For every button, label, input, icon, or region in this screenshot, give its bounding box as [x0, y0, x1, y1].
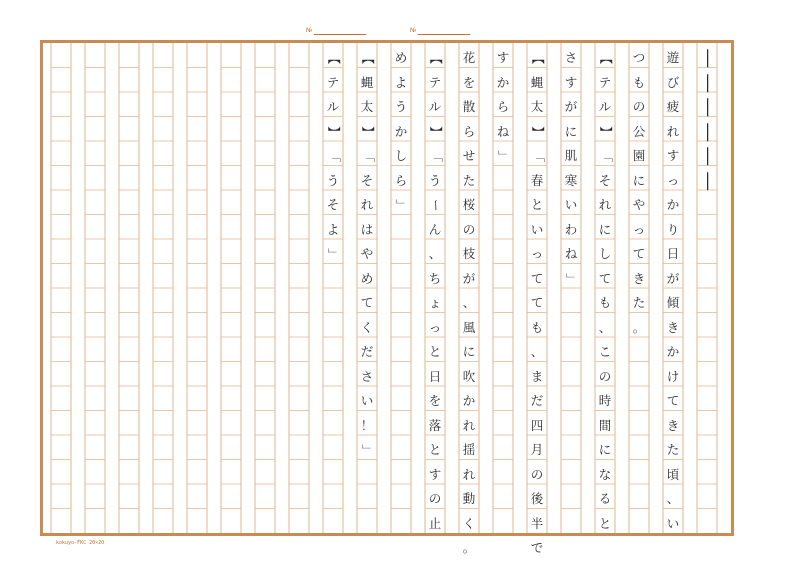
- manuscript-char: さ: [360, 368, 374, 384]
- manuscript-char: う: [394, 99, 408, 114]
- manuscript-char: 吹: [462, 368, 476, 384]
- manuscript-char: 四: [530, 417, 544, 433]
- manuscript-char: 止: [428, 515, 442, 531]
- manuscript-char: だ: [360, 344, 374, 359]
- manuscript-char: ル: [598, 99, 612, 114]
- manuscript-char: す: [428, 466, 442, 482]
- manuscript-char: 日: [428, 368, 442, 384]
- manuscript-char: た: [666, 442, 680, 457]
- manuscript-char: き: [666, 319, 680, 335]
- manuscript-char: テ: [598, 74, 612, 90]
- manuscript-char: 半: [530, 515, 544, 531]
- manuscript-char: 【: [428, 51, 444, 65]
- manuscript-char: れ: [360, 197, 374, 212]
- manuscript-char: て: [632, 246, 646, 261]
- manuscript-char: て: [530, 270, 544, 286]
- manuscript-char: も: [632, 74, 646, 90]
- manuscript-char: ま: [530, 368, 544, 384]
- manuscript-char: と: [530, 197, 544, 212]
- manuscript-char: が: [666, 270, 680, 286]
- manuscript-char: も: [530, 319, 544, 335]
- manuscript-char: 「: [598, 149, 614, 163]
- manuscript-char: 「: [530, 149, 546, 163]
- manuscript-char: 【: [530, 51, 546, 65]
- manuscript-char: ル: [428, 99, 442, 114]
- manuscript-char: い: [360, 393, 374, 408]
- manuscript-char: ょ: [428, 295, 442, 310]
- manuscript-char: ら: [462, 123, 476, 139]
- manuscript-char: 月: [530, 442, 544, 457]
- manuscript-char: に: [632, 172, 646, 188]
- manuscript-char: 揺: [462, 442, 476, 457]
- manuscript-char: よ: [394, 74, 408, 90]
- manuscript-char: 園: [632, 148, 646, 163]
- manuscript-char: の: [462, 221, 476, 237]
- manuscript-char: め: [360, 270, 374, 286]
- manuscript-char: 動: [462, 491, 476, 506]
- manuscript-char: ル: [326, 99, 340, 114]
- text-col-7: [459, 46, 479, 555]
- text-col-5: [527, 46, 547, 555]
- manuscript-char: い: [666, 515, 680, 531]
- manuscript-char: テ: [428, 74, 442, 90]
- manuscript-char: つ: [632, 50, 646, 65]
- manuscript-char: 肌: [564, 148, 578, 163]
- manuscript-char: 、: [428, 246, 442, 261]
- manuscript-char: の: [530, 466, 544, 482]
- number-line-left: [314, 34, 366, 35]
- manuscript-char: ―: [697, 98, 719, 117]
- manuscript-char: 」: [394, 198, 410, 212]
- manuscript-char: に: [598, 221, 612, 237]
- manuscript-char: ら: [394, 172, 408, 188]
- manuscript-char: 、: [530, 344, 544, 359]
- manuscript-char: し: [394, 148, 408, 163]
- manuscript-char: す: [564, 74, 578, 90]
- manuscript-char: て: [598, 270, 612, 286]
- manuscript-char: ん: [428, 221, 442, 237]
- publisher-mark: kokuyo-FKC 20×20: [56, 540, 105, 546]
- manuscript-char: 、: [462, 295, 476, 310]
- manuscript-char: の: [598, 368, 612, 384]
- manuscript-char: 花: [462, 50, 476, 65]
- manuscript-char: を: [462, 74, 476, 90]
- manuscript-char: う: [428, 172, 442, 188]
- manuscript-char: 蝿: [360, 74, 374, 90]
- dash-column: [697, 46, 717, 536]
- manuscript-char: 【: [360, 51, 376, 65]
- manuscript-char: 「: [428, 149, 444, 163]
- manuscript-char: ね: [564, 246, 578, 261]
- manuscript-char: が: [564, 99, 578, 114]
- manuscript-char: き: [632, 270, 646, 286]
- manuscript-char: 【: [326, 51, 342, 65]
- manuscript-char: に: [598, 442, 612, 457]
- manuscript-grid: [43, 43, 731, 533]
- manuscript-char: 風: [462, 319, 476, 335]
- text-col-2: [629, 46, 649, 536]
- manuscript-char: っ: [428, 319, 442, 335]
- text-col-3: [595, 46, 615, 536]
- manuscript-char: は: [360, 221, 374, 237]
- manuscript-char: と: [598, 515, 612, 531]
- manuscript-char: 間: [598, 417, 612, 433]
- manuscript-char: め: [394, 50, 408, 65]
- manuscript-char: っ: [666, 172, 680, 188]
- manuscript-char: き: [666, 417, 680, 433]
- manuscript-char: ち: [428, 270, 442, 286]
- manuscript-char: 日: [666, 246, 680, 261]
- manuscript-char: 】: [598, 125, 614, 138]
- text-col-9: [391, 46, 411, 536]
- manuscript-char: ―: [697, 147, 719, 166]
- manuscript-char: け: [666, 368, 680, 384]
- manuscript-char: と: [428, 442, 442, 457]
- manuscript-char: た: [462, 172, 476, 188]
- manuscript-char: ら: [496, 99, 510, 114]
- manuscript-char: た: [632, 295, 646, 310]
- manuscript-char: か: [666, 344, 680, 359]
- manuscript-char: っ: [530, 246, 544, 261]
- manuscript-char: 枝: [462, 246, 476, 261]
- manuscript-char: 桜: [462, 197, 476, 212]
- manuscript-char: 、: [666, 491, 680, 506]
- manuscript-char: か: [496, 74, 510, 90]
- manuscript-char: れ: [462, 466, 476, 482]
- manuscript-char: 。: [462, 540, 476, 555]
- manuscript-char: 疲: [666, 99, 680, 114]
- manuscript-char: な: [598, 466, 612, 482]
- manuscript-char: る: [598, 491, 612, 506]
- manuscript-char: ―: [697, 73, 719, 92]
- text-col-11: [323, 46, 343, 536]
- manuscript-char: り: [666, 221, 680, 237]
- manuscript-char: 遊: [666, 50, 680, 65]
- manuscript-char: 時: [598, 393, 612, 408]
- manuscript-char: の: [428, 491, 442, 506]
- manuscript-char: ―: [697, 122, 719, 141]
- manuscript-char: ―: [697, 49, 719, 68]
- text-col-6: [493, 46, 513, 536]
- manuscript-char: か: [666, 197, 680, 212]
- manuscript-char: 】: [428, 125, 444, 138]
- manuscript-char: 散: [462, 99, 476, 114]
- manuscript-char: 傾: [666, 295, 680, 310]
- page-header: [0, 0, 800, 40]
- manuscript-char: ね: [496, 123, 510, 139]
- manuscript-char: に: [462, 344, 476, 359]
- manuscript-char: が: [462, 270, 476, 286]
- manuscript-char: 」: [326, 247, 342, 261]
- manuscript-char: 公: [632, 123, 646, 139]
- manuscript-char: よ: [326, 221, 340, 237]
- manuscript-char: れ: [666, 123, 680, 139]
- manuscript-char: 」: [360, 443, 376, 457]
- manuscript-char: て: [530, 295, 544, 310]
- manuscript-char: を: [428, 393, 442, 408]
- manuscript-char: い: [530, 221, 544, 237]
- manuscript-char: て: [360, 295, 374, 310]
- manuscript-char: 頃: [666, 466, 680, 482]
- manuscript-char: と: [428, 344, 442, 359]
- manuscript-char: い: [564, 197, 578, 212]
- manuscript-char: ！: [360, 417, 374, 433]
- manuscript-char: う: [326, 172, 340, 188]
- manuscript-char: ー: [428, 198, 444, 212]
- number-label-left: №: [306, 27, 313, 34]
- manuscript-char: こ: [598, 344, 612, 359]
- manuscript-char: 太: [360, 99, 374, 114]
- manuscript-char: や: [632, 197, 646, 212]
- manuscript-char: く: [462, 515, 476, 531]
- manuscript-char: そ: [360, 172, 374, 188]
- manuscript-char: れ: [598, 197, 612, 212]
- manuscript-char: 「: [360, 149, 376, 163]
- manuscript-char: や: [360, 246, 374, 261]
- text-col-10: [357, 46, 377, 536]
- manuscript-char: さ: [564, 50, 578, 65]
- manuscript-char: 寒: [564, 172, 578, 188]
- manuscript-char: 太: [530, 99, 544, 114]
- manuscript-char: か: [394, 123, 408, 139]
- manuscript-char: 」: [564, 272, 580, 285]
- manuscript-char: ―: [697, 171, 719, 190]
- manuscript-char: れ: [462, 417, 476, 433]
- manuscript-char: で: [530, 540, 544, 555]
- manuscript-char: 蝿: [530, 74, 544, 90]
- manuscript-char: 。: [632, 319, 646, 335]
- text-col-4: [561, 46, 581, 536]
- manuscript-char: そ: [598, 172, 612, 188]
- manuscript-char: し: [598, 246, 612, 261]
- manuscript-char: び: [666, 74, 680, 90]
- manuscript-char: わ: [564, 221, 578, 237]
- manuscript-char: テ: [326, 74, 340, 90]
- text-col-1: [663, 46, 683, 536]
- manuscript-char: 後: [530, 491, 544, 506]
- manuscript-char: か: [462, 393, 476, 408]
- manuscript-char: に: [564, 123, 578, 139]
- text-col-8: [425, 46, 445, 536]
- manuscript-char: だ: [530, 393, 544, 408]
- manuscript-char: 」: [496, 149, 512, 163]
- manuscript-char: 「: [326, 149, 342, 163]
- manuscript-char: 、: [598, 319, 612, 335]
- manuscript-char: っ: [632, 221, 646, 237]
- number-label-right: №: [410, 27, 417, 34]
- manuscript-char: も: [598, 295, 612, 310]
- manuscript-char: せ: [462, 148, 476, 163]
- manuscript-char: 春: [530, 172, 544, 188]
- manuscript-char: 】: [360, 125, 376, 138]
- number-line-right: [418, 34, 470, 35]
- manuscript-char: す: [496, 50, 510, 65]
- manuscript-char: 落: [428, 417, 442, 433]
- manuscript-char: く: [360, 319, 374, 335]
- manuscript-char: そ: [326, 197, 340, 212]
- manuscript-char: て: [666, 393, 680, 408]
- manuscript-char: 】: [326, 125, 342, 138]
- manuscript-char: 【: [598, 51, 614, 65]
- manuscript-char: す: [666, 148, 680, 163]
- manuscript-char: 】: [530, 125, 546, 138]
- manuscript-char: の: [632, 99, 646, 114]
